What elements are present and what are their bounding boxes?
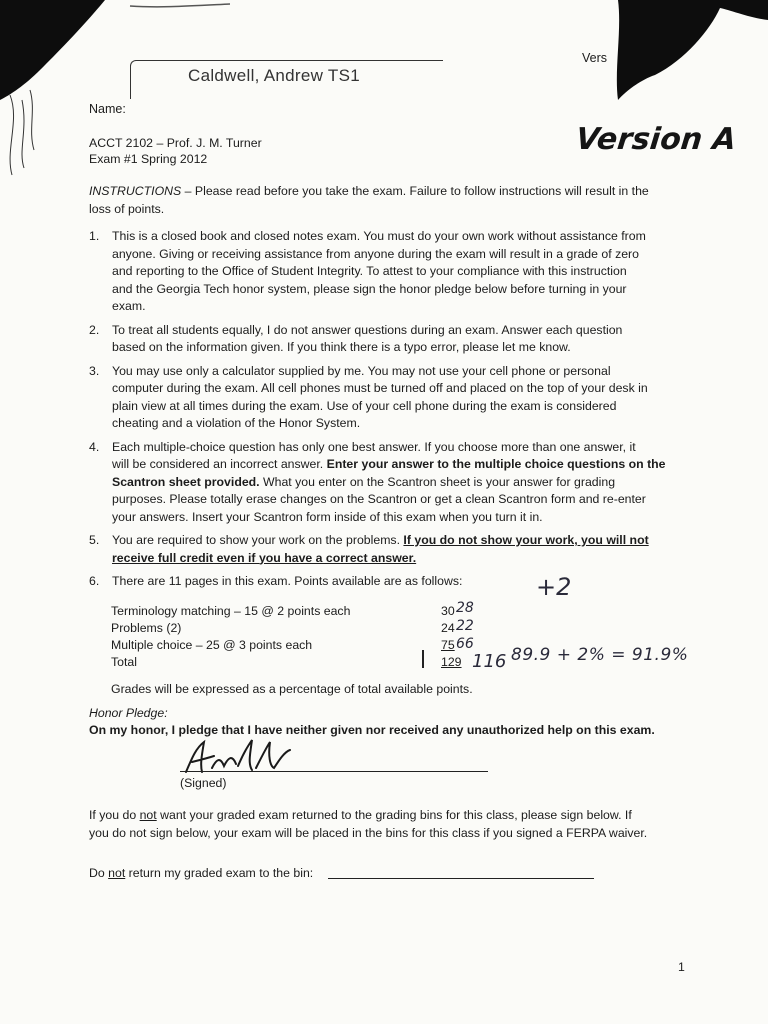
bin-post: return my graded exam to the bin: [125, 866, 314, 880]
bonus-handwritten: +2 [536, 573, 572, 601]
instruction-1-line-4: and the Georgia Tech honor system, please sign the honor pledge below before turning in your [112, 281, 627, 296]
points-value: 129 [441, 655, 462, 669]
instruction-4-line-4: purposes. Please totally erase changes on the Scantron or get a clean Scantron form and re-enter [112, 492, 646, 506]
name-label: Name: [89, 102, 126, 116]
instructions-intro-line2: loss of points. [89, 201, 165, 216]
page-number: 1 [678, 960, 685, 974]
instruction-1-line-5: exam. [112, 299, 146, 313]
do-not-return-label [89, 866, 313, 880]
points-label: Multiple choice – 25 @ 3 points each [111, 638, 313, 652]
instruction-5-line-2-bold: receive full credit even if you have a correct answer. [112, 550, 417, 565]
points-label: Terminology matching – 15 @ 2 points each [111, 604, 351, 618]
instruction-5-line-1: You are required to show your work on the problems. [112, 533, 404, 547]
return-instructions [89, 807, 709, 842]
points-row-multiple-choice [111, 638, 511, 655]
instruction-3-line-2: computer during the exam. All cell phones must be turned off and placed on the top of your desk in [112, 381, 648, 395]
points-row-problems [111, 621, 511, 638]
instruction-4-line-2-bold: Enter your answer to the multiple choice questions on the [326, 457, 666, 471]
scan-shadow-top-right [600, 0, 768, 110]
score-problems: 22 [456, 618, 474, 634]
instruction-item-4 [89, 439, 709, 527]
course-line: ACCT 2102 – Prof. J. M. Turner [89, 136, 262, 150]
instruction-6-line-1: There are 11 pages in this exam. Points available are as follows: [112, 574, 463, 588]
do-not-return-signature-line [328, 878, 594, 879]
instruction-item-5 [89, 532, 709, 567]
honor-pledge-text: On my honor, I pledge that I have neither given nor received any unauthorized help on this exam. [89, 723, 655, 737]
instruction-1-line-2: anyone. Giving or receiving assistance from anyone during the exam will result in a grade of zero [112, 246, 639, 261]
points-value: 75 [441, 638, 455, 652]
score-multiple-choice: 66 [456, 636, 474, 652]
scan-shadow-top-left [0, 0, 160, 260]
instruction-4-line-1: Each multiple-choice question has only one best answer. If you choose more than one answer, it [112, 439, 636, 454]
instruction-item-3 [89, 363, 709, 433]
instruction-3-line-3: plain view at all times during the exam. Use of your cell phone during the exam is considered [112, 398, 617, 413]
return-line1-not: not [139, 808, 157, 822]
total-bracket-mark [422, 650, 424, 668]
points-table [111, 604, 511, 672]
version-handwritten: Version A [574, 122, 738, 157]
instruction-item-6 [89, 573, 709, 591]
signed-label: (Signed) [180, 776, 227, 790]
points-label: Problems (2) [111, 621, 182, 635]
score-total: 116 [472, 651, 507, 672]
instruction-number: 5. [89, 533, 100, 547]
instructions-heading: INSTRUCTIONS [89, 184, 182, 198]
instruction-4-line-3: What you enter on the Scantron sheet is your answer for grading [259, 474, 616, 489]
percent-calculation: 89.9 + 2% = 91.9% [511, 645, 689, 665]
score-terminology: 28 [456, 600, 474, 616]
exam-line: Exam #1 Spring 2012 [89, 152, 208, 166]
points-label: Total [111, 655, 137, 669]
instruction-number: 2. [89, 322, 100, 337]
honor-pledge-heading-colon: : [164, 706, 168, 720]
scan-line-top [100, 0, 300, 12]
points-row-total [111, 655, 511, 672]
instruction-number: 1. [89, 229, 100, 243]
instruction-3-line-4: cheating and a violation of the Honor System. [112, 416, 361, 430]
instruction-item-1 [89, 228, 709, 316]
instructions-list [89, 228, 709, 594]
instruction-number: 4. [89, 439, 100, 454]
honor-pledge-heading [89, 706, 168, 720]
instruction-4-line-3-bold: Scantron sheet provided. [112, 474, 260, 489]
instruction-2-line-1: To treat all students equally, I do not answer questions during an exam. Answer each question [112, 322, 623, 337]
honor-pledge-heading-text: Honor Pledge [89, 706, 165, 720]
points-value: 30 [441, 604, 455, 618]
instruction-2-line-2: based on the information given. If you think there is a typo error, please let me know. [112, 340, 571, 354]
instruction-1-line-1: This is a closed book and closed notes exam. You must do your own work without assistance from [112, 229, 646, 243]
points-row-terminology [111, 604, 511, 621]
return-line2: you do not sign below, your exam will be placed in the bins for this class if you signed a FERPA waiver. [89, 825, 648, 840]
instruction-number: 3. [89, 363, 100, 378]
bin-pre: Do [89, 866, 109, 880]
instructions-intro-line1: – Please read before you take the exam. Failure to follow instructions will result in the [181, 184, 649, 198]
instruction-5-line-1-bold: If you do not show your work, you will not [403, 533, 649, 547]
instruction-1-line-3: and reporting to the Office of Student Integrity. To attest to your compliance with this instruction [112, 264, 627, 278]
instruction-number: 6. [89, 574, 100, 588]
points-value: 24 [441, 621, 455, 635]
return-line1-pre: If you do [89, 808, 140, 822]
version-label-fragment: Vers [582, 51, 608, 65]
student-name: Caldwell, Andrew TS1 [188, 66, 360, 85]
bin-not: not [108, 866, 126, 880]
instruction-item-2 [89, 322, 709, 357]
grades-note: Grades will be expressed as a percentage of total available points. [111, 682, 473, 696]
return-line1-post: want your graded exam returned to the grading bins for this class, please sign below. If [156, 808, 632, 822]
signature-line [180, 771, 488, 772]
instruction-4-line-2: will be considered an incorrect answer. [112, 457, 327, 471]
instruction-3-line-1: You may use only a calculator supplied by me. You may not use your cell phone or personal [112, 363, 611, 378]
instructions-intro [89, 183, 699, 218]
instruction-4-line-5: your answers. Insert your Scantron form inside of this exam when you turn it in. [112, 509, 543, 524]
